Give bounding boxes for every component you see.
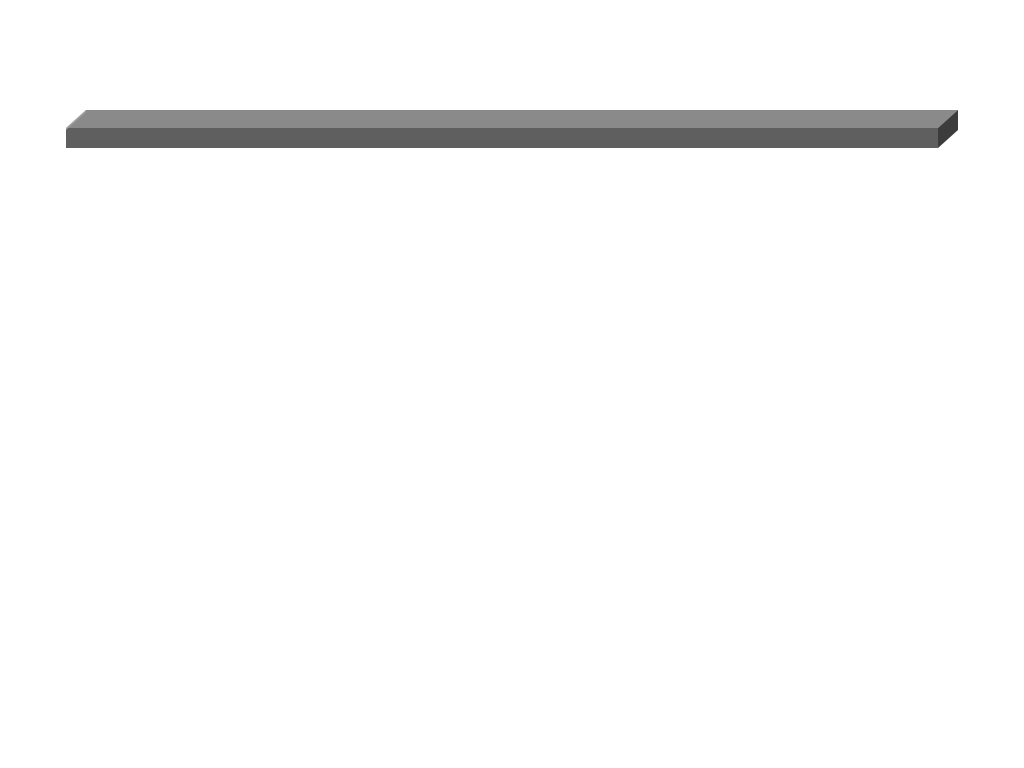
sub-bullet-item — [144, 311, 175, 342]
sub-sub-bullet-item — [186, 398, 214, 425]
sub-bullet-item — [144, 264, 175, 295]
sub-sub-bullet-item — [186, 357, 214, 384]
sub-bullet-item — [144, 218, 175, 249]
sub-sub-bullet-item — [186, 439, 214, 466]
